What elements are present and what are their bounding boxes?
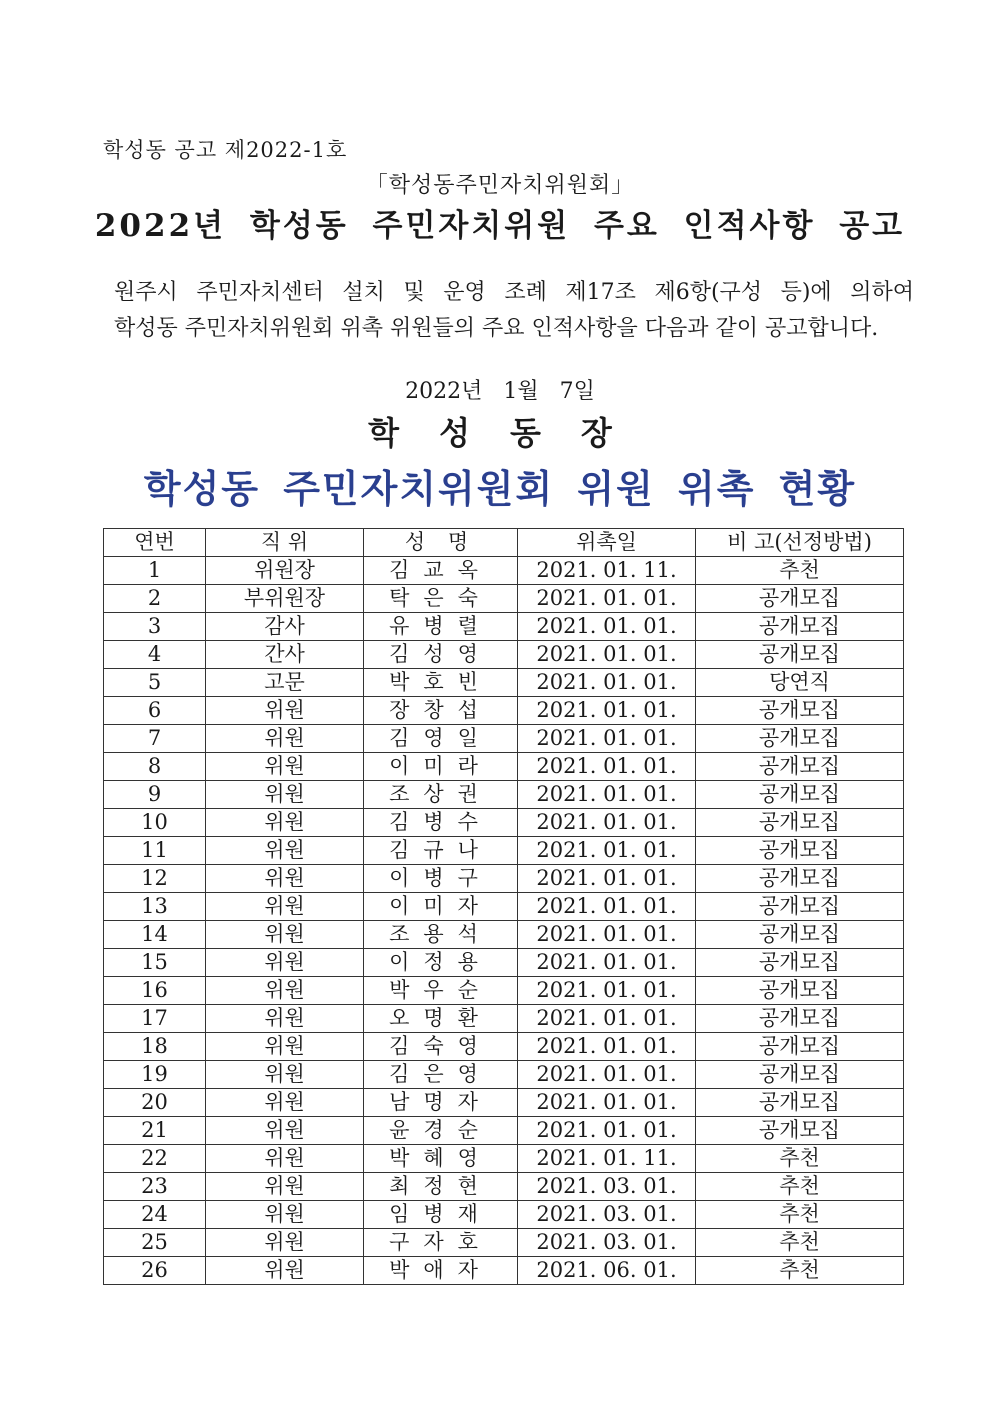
cell-number: 13 — [104, 893, 206, 921]
organization-name: 「학성동주민자치위원회」 — [365, 173, 635, 198]
table-row — [104, 893, 904, 921]
cell-position: 위원 — [206, 1061, 364, 1089]
cell-position: 위원장 — [206, 557, 364, 585]
table-row — [104, 1145, 904, 1173]
cell-name: 박우순 — [364, 977, 518, 1005]
cell-number: 4 — [104, 641, 206, 669]
cell-name: 장창섭 — [364, 697, 518, 725]
cell-remarks: 추천 — [696, 1229, 904, 1257]
table-row — [104, 781, 904, 809]
cell-position: 위원 — [206, 1229, 364, 1257]
table-heading: 학성동 주민자치위원회 위원 위촉 현황 — [143, 467, 857, 511]
cell-name: 김숙영 — [364, 1033, 518, 1061]
table-row — [104, 557, 904, 585]
cell-number: 25 — [104, 1229, 206, 1257]
cell-remarks: 공개모집 — [696, 865, 904, 893]
cell-appointment-date: 2021. 03. 01. — [518, 1201, 696, 1229]
table-row — [104, 753, 904, 781]
table-row — [104, 1257, 904, 1285]
cell-position: 위원 — [206, 1117, 364, 1145]
cell-number: 10 — [104, 809, 206, 837]
table-row — [104, 865, 904, 893]
cell-position: 위원 — [206, 949, 364, 977]
cell-position: 위원 — [206, 921, 364, 949]
table-row — [104, 977, 904, 1005]
cell-appointment-date: 2021. 01. 11. — [518, 557, 696, 585]
cell-appointment-date: 2021. 01. 01. — [518, 613, 696, 641]
cell-appointment-date: 2021. 01. 01. — [518, 781, 696, 809]
cell-appointment-date: 2021. 01. 01. — [518, 865, 696, 893]
cell-appointment-date: 2021. 01. 01. — [518, 977, 696, 1005]
cell-name: 유병렬 — [364, 613, 518, 641]
table-row — [104, 1089, 904, 1117]
table-row — [104, 725, 904, 753]
cell-remarks: 공개모집 — [696, 977, 904, 1005]
cell-appointment-date: 2021. 03. 01. — [518, 1173, 696, 1201]
cell-appointment-date: 2021. 01. 01. — [518, 921, 696, 949]
table-row — [104, 1173, 904, 1201]
cell-remarks: 공개모집 — [696, 1089, 904, 1117]
cell-position: 위원 — [206, 865, 364, 893]
cell-number: 15 — [104, 949, 206, 977]
cell-name: 남명자 — [364, 1089, 518, 1117]
cell-position: 위원 — [206, 809, 364, 837]
cell-number: 24 — [104, 1201, 206, 1229]
cell-remarks: 공개모집 — [696, 837, 904, 865]
cell-remarks: 공개모집 — [696, 1005, 904, 1033]
cell-remarks: 추천 — [696, 557, 904, 585]
table-row — [104, 949, 904, 977]
cell-number: 6 — [104, 697, 206, 725]
cell-name: 이병구 — [364, 865, 518, 893]
cell-appointment-date: 2021. 01. 01. — [518, 949, 696, 977]
cell-position: 위원 — [206, 1145, 364, 1173]
table-row — [104, 1061, 904, 1089]
document-title: 2022년 학성동 주민자치위원 주요 인적사항 공고 — [94, 208, 906, 244]
cell-number: 9 — [104, 781, 206, 809]
cell-number: 1 — [104, 557, 206, 585]
cell-name: 윤경순 — [364, 1117, 518, 1145]
cell-appointment-date: 2021. 06. 01. — [518, 1257, 696, 1285]
cell-position: 위원 — [206, 893, 364, 921]
header-number: 연번 — [104, 529, 206, 557]
cell-number: 20 — [104, 1089, 206, 1117]
cell-position: 위원 — [206, 781, 364, 809]
cell-remarks: 추천 — [696, 1257, 904, 1285]
header-name: 성 명 — [364, 529, 518, 557]
cell-remarks: 공개모집 — [696, 949, 904, 977]
cell-number: 8 — [104, 753, 206, 781]
cell-name: 박호빈 — [364, 669, 518, 697]
cell-name: 탁은숙 — [364, 585, 518, 613]
cell-remarks: 공개모집 — [696, 613, 904, 641]
cell-name: 김은영 — [364, 1061, 518, 1089]
table-row — [104, 837, 904, 865]
cell-number: 22 — [104, 1145, 206, 1173]
table-row — [104, 1117, 904, 1145]
cell-name: 김영일 — [364, 725, 518, 753]
cell-remarks: 공개모집 — [696, 809, 904, 837]
cell-position: 위원 — [206, 697, 364, 725]
cell-number: 12 — [104, 865, 206, 893]
cell-name: 이정용 — [364, 949, 518, 977]
cell-number: 16 — [104, 977, 206, 1005]
cell-appointment-date: 2021. 01. 01. — [518, 585, 696, 613]
cell-appointment-date: 2021. 01. 01. — [518, 725, 696, 753]
table-row — [104, 809, 904, 837]
cell-appointment-date: 2021. 01. 01. — [518, 893, 696, 921]
cell-appointment-date: 2021. 01. 01. — [518, 669, 696, 697]
cell-position: 위원 — [206, 1201, 364, 1229]
cell-remarks: 공개모집 — [696, 781, 904, 809]
table-row — [104, 669, 904, 697]
cell-name: 김성영 — [364, 641, 518, 669]
notice-body — [114, 275, 914, 347]
header-appointment-date: 위촉일 — [518, 529, 696, 557]
cell-appointment-date: 2021. 01. 11. — [518, 1145, 696, 1173]
cell-number: 23 — [104, 1173, 206, 1201]
table-row — [104, 585, 904, 613]
cell-position: 부위원장 — [206, 585, 364, 613]
notice-body-line-2: 학성동 주민자치위원회 위촉 위원들의 주요 인적사항을 다음과 같이 공고합니다. — [114, 316, 879, 341]
cell-appointment-date: 2021. 01. 01. — [518, 641, 696, 669]
cell-number: 19 — [104, 1061, 206, 1089]
signer: 학성동장 — [368, 414, 652, 452]
cell-appointment-date: 2021. 01. 01. — [518, 753, 696, 781]
cell-name: 박혜영 — [364, 1145, 518, 1173]
cell-position: 위원 — [206, 1089, 364, 1117]
cell-name: 김병수 — [364, 809, 518, 837]
cell-position: 위원 — [206, 753, 364, 781]
cell-position: 위원 — [206, 1005, 364, 1033]
cell-appointment-date: 2021. 03. 01. — [518, 1229, 696, 1257]
cell-appointment-date: 2021. 01. 01. — [518, 1033, 696, 1061]
cell-number: 26 — [104, 1257, 206, 1285]
cell-number: 2 — [104, 585, 206, 613]
cell-remarks: 추천 — [696, 1201, 904, 1229]
cell-name: 구자호 — [364, 1229, 518, 1257]
cell-appointment-date: 2021. 01. 01. — [518, 1061, 696, 1089]
cell-remarks: 공개모집 — [696, 1061, 904, 1089]
cell-number: 5 — [104, 669, 206, 697]
cell-position: 간사 — [206, 641, 364, 669]
cell-name: 김규나 — [364, 837, 518, 865]
cell-remarks: 공개모집 — [696, 697, 904, 725]
cell-number: 7 — [104, 725, 206, 753]
cell-name: 조상권 — [364, 781, 518, 809]
cell-appointment-date: 2021. 01. 01. — [518, 1005, 696, 1033]
cell-position: 위원 — [206, 725, 364, 753]
cell-position: 위원 — [206, 1173, 364, 1201]
cell-number: 14 — [104, 921, 206, 949]
cell-appointment-date: 2021. 01. 01. — [518, 837, 696, 865]
table-row — [104, 1033, 904, 1061]
cell-number: 21 — [104, 1117, 206, 1145]
cell-name: 이미자 — [364, 893, 518, 921]
cell-remarks: 공개모집 — [696, 893, 904, 921]
cell-name: 임병재 — [364, 1201, 518, 1229]
cell-number: 11 — [104, 837, 206, 865]
cell-remarks: 추천 — [696, 1145, 904, 1173]
cell-remarks: 공개모집 — [696, 1033, 904, 1061]
table-row — [104, 1201, 904, 1229]
cell-number: 3 — [104, 613, 206, 641]
cell-name: 최정현 — [364, 1173, 518, 1201]
notice-number: 학성동 공고 제2022-1호 — [103, 138, 348, 162]
cell-remarks: 공개모집 — [696, 725, 904, 753]
cell-remarks: 공개모집 — [696, 585, 904, 613]
cell-remarks: 공개모집 — [696, 921, 904, 949]
cell-appointment-date: 2021. 01. 01. — [518, 1089, 696, 1117]
cell-number: 17 — [104, 1005, 206, 1033]
table-row — [104, 1005, 904, 1033]
cell-position: 위원 — [206, 977, 364, 1005]
notice-body-line-1: 원주시 주민자치센터 설치 및 운영 조례 제17조 제6항(구성 등)에 의하여 — [114, 280, 914, 305]
cell-position: 위원 — [206, 1257, 364, 1285]
cell-remarks: 공개모집 — [696, 1117, 904, 1145]
header-remarks: 비 고(선정방법) — [696, 529, 904, 557]
cell-remarks: 공개모집 — [696, 641, 904, 669]
cell-number: 18 — [104, 1033, 206, 1061]
cell-appointment-date: 2021. 01. 01. — [518, 697, 696, 725]
cell-position: 감사 — [206, 613, 364, 641]
table-row — [104, 1229, 904, 1257]
cell-remarks: 추천 — [696, 1173, 904, 1201]
table-row — [104, 697, 904, 725]
cell-remarks: 당연직 — [696, 669, 904, 697]
cell-name: 오명환 — [364, 1005, 518, 1033]
cell-position: 위원 — [206, 1033, 364, 1061]
table-row — [104, 641, 904, 669]
table-header-row — [104, 529, 904, 557]
table-row — [104, 613, 904, 641]
cell-appointment-date: 2021. 01. 01. — [518, 1117, 696, 1145]
cell-name: 김교옥 — [364, 557, 518, 585]
cell-name: 박애자 — [364, 1257, 518, 1285]
members-table — [103, 528, 904, 1285]
cell-name: 조용석 — [364, 921, 518, 949]
cell-name: 이미라 — [364, 753, 518, 781]
cell-remarks: 공개모집 — [696, 753, 904, 781]
header-position: 직 위 — [206, 529, 364, 557]
cell-position: 고문 — [206, 669, 364, 697]
notice-date: 2022년 1월 7일 — [405, 379, 595, 404]
table-row — [104, 921, 904, 949]
cell-appointment-date: 2021. 01. 01. — [518, 809, 696, 837]
cell-position: 위원 — [206, 837, 364, 865]
